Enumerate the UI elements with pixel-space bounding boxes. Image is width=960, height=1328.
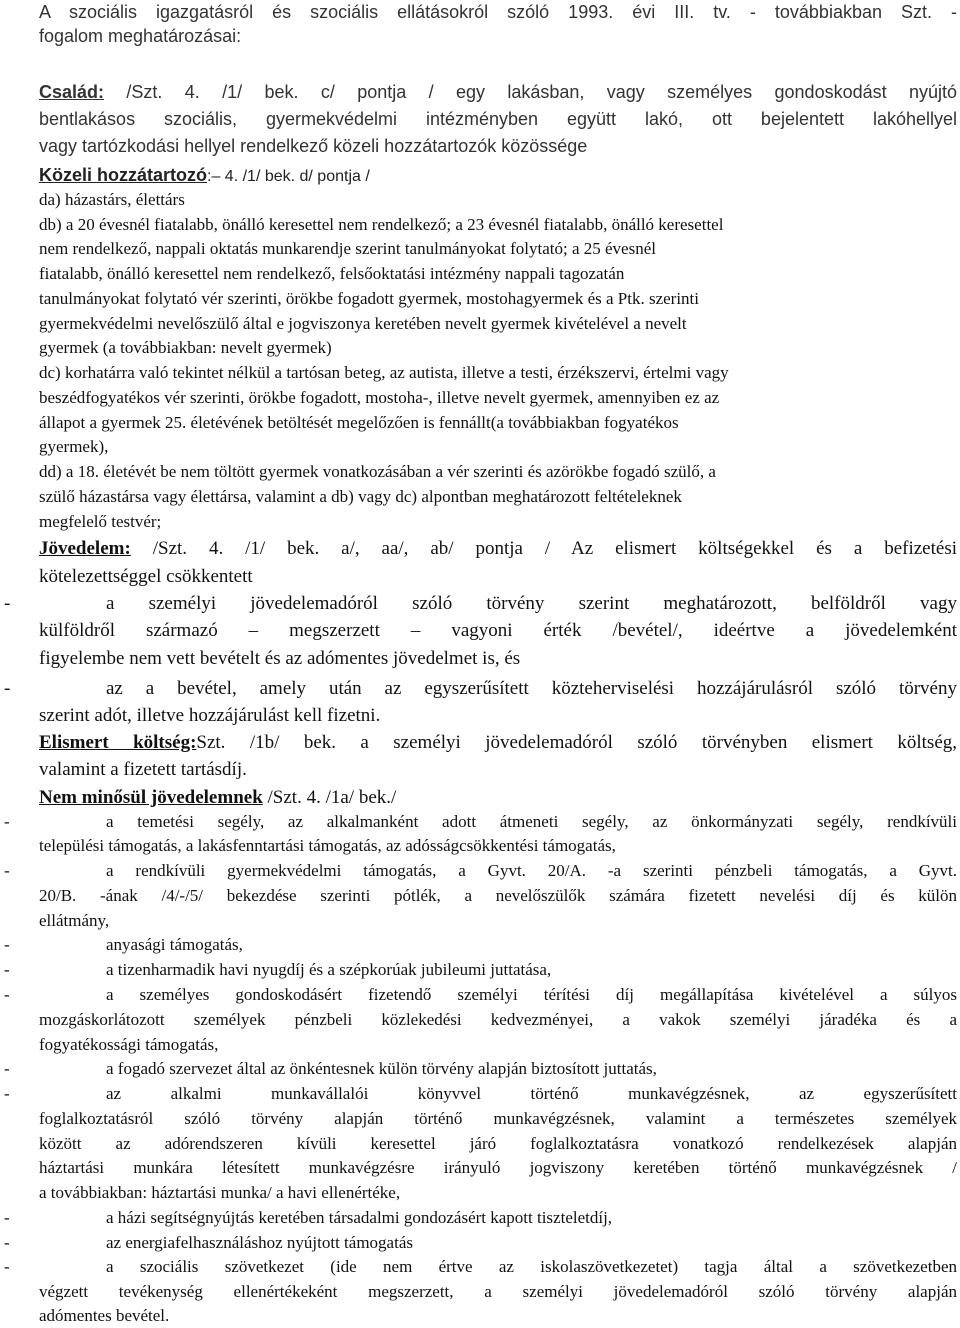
list-item-text: anyasági támogatás, [106,935,243,954]
list-item-text: adómentes bevétel. [39,1306,170,1325]
kozeli-db-line: fiatalabb, önálló keresettel nem rendelkező, felsőoktatási intézmény nappali tagozatán [39,264,625,283]
kozeli-dd-line: dd) a 18. életévét be nem töltött gyermek vonatkozásában a vér szerinti és azörökbe fogadó szülő, a [39,462,716,481]
list-item-text: szerint adót, illetve hozzájárulást kell fizetni. [39,705,381,726]
jovedelem-heading: Jövedelem: [39,538,131,559]
list-item-text: a tizenharmadik havi nyugdíj és a szépkorúak jubileumi juttatása, [106,960,552,979]
elismert-text: Szt. /1b/ bek. a személyi jövedelemadóról szóló törvényben elismert költség, [196,732,957,753]
bullet-dash: - [4,960,10,979]
kozeli-dd-line: megfelelő testvér; [39,512,162,531]
nemminosul-line [39,785,957,811]
list-item-text: figyelembe nem vett bevételt és az adómentes jövedelmet is, és [39,648,521,669]
csalad-line: vagy tartózkodási hellyel rendelkező közeli hozzátartozók közössége [39,136,588,156]
list-item-text: végzett tevékenység ellenértékeként megszerzett, a személyi jövedelemadóról szóló törvény alapján [39,1282,957,1301]
list-item-text: a temetési segély, az alkalmanként adott átmeneti segély, az önkormányzati segély, rendkívüli [106,812,957,831]
kozeli-db-line: nem rendelkező, nappali oktatás munkarendje szerint tanulmányokat folytató; a 25 évesnél [39,239,656,258]
jovedelem-line: kötelezettséggel csökkentett [39,566,253,587]
csalad-ref: /Szt. 4. /1/ bek. c/ pontja / egy lakásban, vagy személyes gondoskodást nyújtó [104,82,957,102]
list-item [0,1206,960,1230]
list-item [0,591,960,617]
list-item-text: 20/B. -ának /4/-/5/ bekezdése szerinti pótlék, a nevelőszülők számára fizetett nevelési díj és külön [39,886,957,905]
nemminosul-ref: /Szt. 4. /1a/ bek./ [262,787,397,808]
kozeli-db-line: gyermekvédelmi nevelőszülő által e jogviszonya keretében nevelt gyermek kivételével a nevelt [39,314,687,333]
list-item-text: külföldről származó – megszerzett – vagyoni érték /bevétel/, ideértve a jövedelemként [39,620,957,641]
list-item [0,1255,960,1279]
list-item-text: a továbbiakban: háztartási munka/ a havi ellenértéke, [39,1183,401,1202]
kozeli-line [39,163,957,189]
kozeli-db-line: db) a 20 évesnél fiatalabb, önálló keresettel nem rendelkező; a 23 évesnél fiatalabb, önálló keresettel [39,215,724,234]
list-item-text: az alkalmi munkavállalói könyvvel történő munkavégzésnek, az egyszerűsített [106,1084,957,1103]
list-item [0,1082,960,1106]
list-item [0,676,960,702]
bullet-dash: - [4,985,10,1004]
list-item-text: háztartási munkára létesített munkavégzésre irányuló jogviszony keretében történő munkavégzésnek / [39,1158,957,1177]
kozeli-dc-line: gyermek), [39,437,109,456]
kozeli-dc-line: beszédfogyatékos vér szerinti, örökbe fogadott, mostoha-, illetve nevelt gyermek, amennyiben ez az [39,388,720,407]
kozeli-db-line: tanulmányokat folytató vér szerinti, örökbe fogadott gyermek, mostohagyermek és a Ptk. szerinti [39,289,699,308]
intro-line: fogalom meghatározásai: [39,26,242,46]
list-item-text: a fogadó szervezet által az önkéntesnek külön törvény alapján biztosított juttatás, [106,1059,657,1078]
list-item-text: az energiafelhasználáshoz nyújtott támogatás [106,1233,413,1252]
csalad-heading: Család: [39,82,105,102]
list-item-text: között az adórendszeren kívüli keresettel járó foglalkoztatásra vonatkozó rendelkezések alapján [39,1134,957,1153]
bullet-dash: - [4,1059,10,1078]
list-item-text: az a bevétel, amely után az egyszerűsített közteherviselési hozzájárulásról szóló törvény [106,678,957,699]
kozeli-dc-line: állapot a gyermek 25. életévének betöltését megelőzően is fennállt(a továbbiakban fogyatékos [39,413,679,432]
list-item-text: fogyatékossági támogatás, [39,1035,219,1054]
bullet-dash: - [4,812,10,831]
kozeli-db-line: gyermek (a továbbiakban: nevelt gyermek) [39,338,332,357]
list-item-text: foglalkoztatásról szóló törvény alapján történő munkavégzésnek, valamint a természetes személyek [39,1109,957,1128]
bullet-dash: - [4,935,10,954]
jovedelem-line [39,536,957,562]
intro-line: A szociális igazgatásról és szociális ellátásokról szóló 1993. évi III. tv. - továbbiakban Szt. - [39,2,957,22]
kozeli-da: da) házastárs, élettárs [39,190,185,209]
elismert-heading: Elismert költség: [39,732,197,753]
elismert-line: valamint a fizetett tartásdíj. [39,759,247,780]
list-item [0,933,960,957]
list-item [0,958,960,982]
jovedelem-ref: /Szt. 4. /1/ bek. a/, aa/, ab/ pontja / Az elismert költségekkel és a befizetési [130,538,957,559]
list-item-text: a rendkívüli gyermekvédelmi támogatás, a Gyvt. 20/A. -a szerinti pénzbeli támogatás, a Gyvt. [106,861,957,880]
bullet-dash: - [4,1084,10,1103]
list-item-text: a személyi jövedelemadóról szóló törvény szerint meghatározott, belföldről vagy [106,593,957,614]
list-item-text: a szociális szövetkezet (ide nem értve az iskolaszövetkezetet) tagja által a szövetkezetben [106,1257,957,1276]
bullet-dash: - [4,593,11,614]
list-item [0,1231,960,1255]
bullet-dash: - [4,1208,10,1227]
list-item [0,859,960,883]
elismert-line [39,730,957,756]
bullet-dash: - [4,1233,10,1252]
list-item-text: a személyes gondoskodásért fizetendő személyi térítési díj megállapítása kivételével a súlyos [106,985,957,1004]
kozeli-heading: Közeli hozzátartozó [39,165,208,185]
list-item-text: települési támogatás, a lakásfenntartási támogatás, az adósságcsökkentési támogatás, [39,836,616,855]
list-item [0,810,960,834]
bullet-dash: - [4,678,11,699]
kozeli-dc-line: dc) korhatárra való tekintet nélkül a tartósan beteg, az autista, illetve a testi, érzékszervi, értelmi vagy [39,363,729,382]
bullet-dash: - [4,861,10,880]
kozeli-ref: :– 4. /1/ bek. d/ pontja / [207,168,370,185]
kozeli-dd-line: szülő házastársa vagy élettársa, valamint a db) vagy dc) alpontban meghatározott feltételeknek [39,487,682,506]
list-item-text: ellátmány, [39,911,110,930]
list-item-text: a házi segítségnyújtás keretében társadalmi gondozásért kapott tiszteletdíj, [106,1208,613,1227]
list-item [0,1057,960,1081]
list-item-text: mozgáskorlátozott személyek pénzbeli közlekedési kedvezményei, a vakok személyi járadéka és a [39,1010,957,1029]
csalad-line: bentlakásos szociális, gyermekvédelmi intézményben együtt lakó, ott bejelentett lakóhellyel [39,109,957,129]
csalad-line [39,80,957,104]
bullet-dash: - [4,1257,10,1276]
list-item [0,983,960,1007]
nemminosul-heading: Nem minősül jövedelemnek [39,787,263,808]
